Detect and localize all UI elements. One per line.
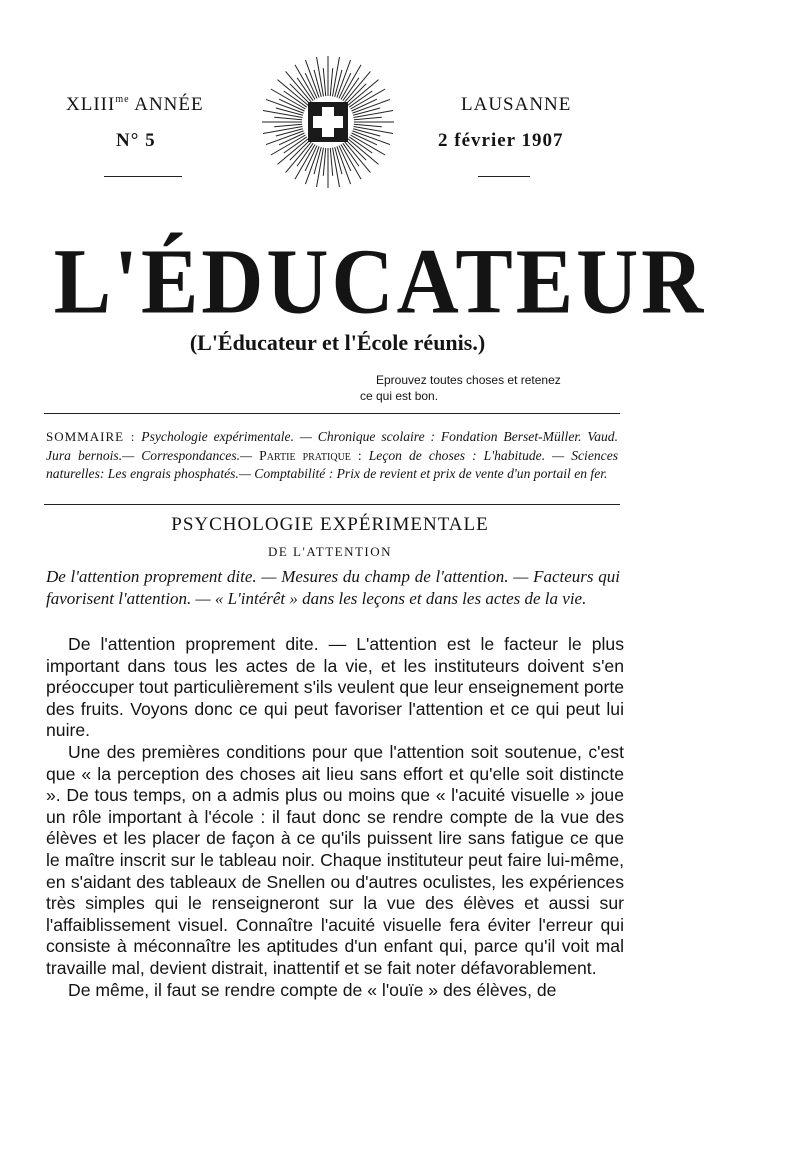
sommaire-label: SOMMAIRE : [46, 429, 136, 444]
sommaire-items-2: Leçon de choses : L'habitude. — Sciences naturelles: Les engrais phosphatés.— Comptabilité : Prix de revient et prix de vente d'un portail en fer. [46, 447, 619, 481]
volume-year: $XLIII^{me}$ ANNÉE [66, 94, 204, 115]
paragraph: De même, il faut se rendre compte de « l'ouïe » des élèves, de [68, 979, 557, 1000]
motto: Eprouvez toutes choses et retenez ce qui est bon. [360, 373, 561, 403]
sommaire-bottom-rule [44, 504, 620, 505]
article-subtitle: DE L'ATTENTION [267, 544, 393, 559]
article-summary: De l'attention proprement dite. — Mesures du champ de l'attention. — Facteurs qui favorisent l'attention. — « L'intérêt » dans les leçons et dans les actes de la vie. [46, 567, 620, 608]
city: LAUSANNE [461, 94, 572, 115]
partie-pratique-label: Partie pratique : [259, 447, 362, 463]
right-header-rule [478, 176, 530, 177]
journal-subtitle: (L'Éducateur et l'École réunis.) [189, 330, 486, 355]
left-header-rule [104, 176, 182, 177]
swiss-cross-emblem [258, 52, 398, 194]
issue-number: N° 5 [116, 130, 156, 151]
journal-title: L'ÉDUCATEUR [53, 229, 707, 334]
sommaire-items-1: Psychologie expérimentale. — Chronique scolaire : Fondation Berset-Müller. Vaud. Jura bernois.— Correspondances.— [46, 429, 618, 463]
sommaire-top-rule [44, 413, 620, 414]
paragraph: De l'attention proprement dite. — L'attention est le facteur le plus important dans tous les actes de la vie, et les instituteurs doivent s'en préoccuper tout particulièrement s'ils veulent que leur enseignement porte des fruits. Voyons donc ce qui peut favoriser l'attention et ce qui peut lui nuire. [46, 634, 624, 741]
paragraph: Une des premières conditions pour que l'attention soit soutenue, c'est que « la perception des choses ait lieu sans effort et qu'elle soit distincte ». De tous temps, on a admis plus ou moins que « l'acuité visuelle » joue un rôle important à l'école : il faut donc se rendre compte de la vue des élèves et les placer de façon à ce qu'ils puissent lire sans fatigue ce que le maître inscrit sur le tableau noir. Chaque instituteur peut faire lui-même, en s'aidant des tableaux de Snellen ou d'autres oculistes, les expériences très simples qui le renseigneront sur la vue des élèves et aussi sur l'affaiblissement visuel. Connaître l'acuité visuelle fera éviter l'erreur qui consiste à méconnaître les aptitudes d'un enfant qui, parce qu'il voit mal travaille mal, devient distrait, inattentif et se fait noter défavorablement. [46, 741, 624, 978]
issue-date: 2 février 1907 [438, 130, 564, 151]
table-of-contents [46, 428, 618, 484]
article-body [46, 634, 624, 1001]
article-title: PSYCHOLOGIE EXPÉRIMENTALE [171, 514, 489, 535]
